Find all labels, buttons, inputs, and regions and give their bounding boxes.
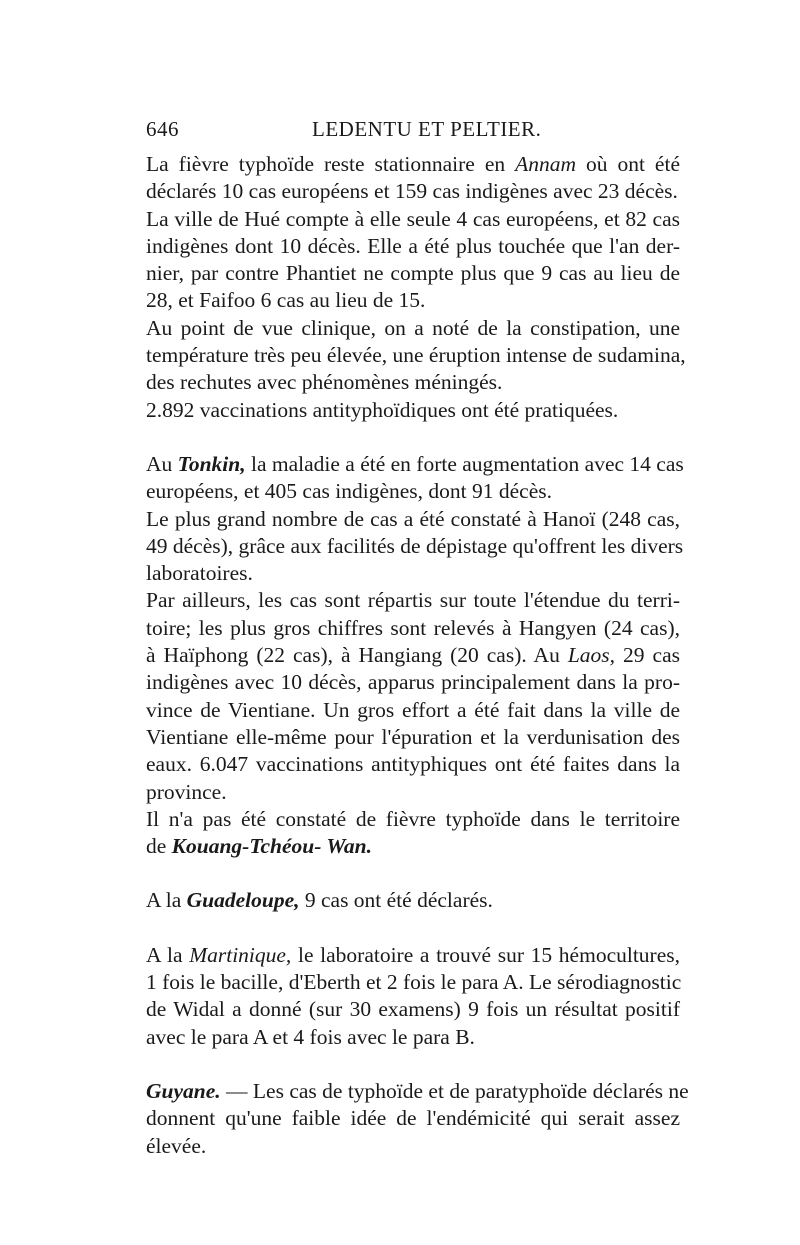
- text-run: indigènes dont 10 décès. Elle a été plus touchée que l'an der-: [146, 233, 680, 258]
- italic-run: Martinique,: [189, 942, 292, 967]
- text-run: La fièvre typhoïde reste stationnaire en: [146, 152, 516, 176]
- text-run: la maladie a été en forte augmentation avec 14 cas: [245, 451, 684, 476]
- text-run: des rechutes avec phénomènes méningés.: [146, 370, 503, 395]
- text-line: [146, 369, 680, 396]
- text-run: donnent qu'une faible idée de l'endémicité qui serait assez: [146, 1106, 680, 1131]
- text-line: [146, 1133, 680, 1160]
- text-line: [146, 451, 684, 478]
- text-run: La ville de Hué compte à elle seule 4 cas européens, et 82 cas: [146, 206, 680, 231]
- italic-run: Annam: [515, 152, 577, 176]
- text-line: [146, 887, 680, 914]
- text-line: [146, 724, 680, 751]
- text-run: européens, et 405 cas indigènes, dont 91 décès.: [146, 479, 552, 504]
- text-run: — Les cas de typhoïde et de paratyphoïde déclarés ne: [220, 1078, 689, 1103]
- text-line: [146, 587, 680, 614]
- paragraph: [146, 942, 680, 1051]
- bold-italic-run: Tonkin,: [177, 451, 246, 476]
- text-run: Au: [146, 451, 178, 476]
- text-line: [146, 315, 680, 342]
- paragraph: [146, 315, 686, 397]
- paragraph: [146, 806, 680, 861]
- text-run: le laboratoire a trouvé sur 15 hémocultures,: [291, 942, 680, 967]
- text-run: à Haïphong (22 cas), à Hangiang (20 cas). Au: [146, 643, 568, 668]
- paragraph: [146, 206, 680, 315]
- text-line: [146, 751, 680, 778]
- text-line: [146, 1024, 680, 1051]
- text-run: de Widal a donné (sur 30 examens) 9 fois un résultat positif: [146, 997, 680, 1022]
- text-run: avec le para A et 4 fois avec le para B.: [146, 1024, 475, 1049]
- text-run: 2.892 vaccinations antityphoïdiques ont été pratiquées.: [146, 397, 619, 422]
- text-run: Le plus grand nombre de cas a été constaté à Hanoï (248 cas,: [146, 506, 680, 531]
- paragraph: [146, 397, 680, 424]
- paragraph: [146, 151, 680, 206]
- text-line: [146, 615, 680, 642]
- text-line: [146, 833, 680, 860]
- text-run: toire; les plus gros chiffres sont relevés à Hangyen (24 cas),: [146, 615, 680, 640]
- text-run: élevée.: [146, 1133, 207, 1158]
- text-line: [146, 942, 680, 969]
- paragraph-gap: [146, 915, 680, 942]
- text-line: [146, 233, 680, 260]
- text-line: [146, 342, 686, 369]
- text-run: déclarés 10 cas européens et 159 cas indigènes avec 23 décès.: [146, 179, 678, 204]
- paragraph-gap: [146, 860, 680, 887]
- paragraph: [146, 451, 684, 506]
- paragraph: [146, 1078, 689, 1160]
- body-text: [146, 151, 689, 1160]
- text-line: [146, 178, 680, 205]
- text-run: Il n'a pas été constaté de fièvre typhoïde dans le territoire: [146, 806, 680, 831]
- bold-italic-run: Kouang-Tchéou- Wan.: [171, 834, 372, 859]
- text-line: [146, 806, 680, 833]
- text-run: de: [146, 834, 172, 859]
- text-line: [146, 260, 680, 287]
- text-run: indigènes avec 10 décès, apparus principalement dans la pro-: [146, 670, 680, 695]
- paragraph: [146, 587, 680, 805]
- text-run: 49 décès), grâce aux facilités de dépistage qu'offrent les divers: [146, 533, 684, 558]
- paragraph: [146, 506, 684, 588]
- paragraph-gap: [146, 424, 680, 451]
- text-line: [146, 533, 684, 560]
- text-line: [146, 1078, 689, 1105]
- text-run: où ont été: [576, 152, 680, 176]
- bold-italic-run: Guyane.: [146, 1078, 221, 1103]
- text-line: [146, 969, 680, 996]
- text-line: [146, 478, 680, 505]
- text-run: Par ailleurs, les cas sont répartis sur toute l'étendue du terri-: [146, 588, 680, 613]
- bold-italic-run: Guadeloupe,: [186, 888, 300, 913]
- text-run: nier, par contre Phantiet ne compte plus que 9 cas au lieu de: [146, 261, 680, 286]
- text-run: province.: [146, 779, 227, 804]
- text-line: [146, 697, 680, 724]
- paragraph-gap: [146, 1051, 680, 1078]
- paragraph: [146, 887, 680, 914]
- text-line: [146, 669, 680, 696]
- italic-run: Laos,: [567, 643, 616, 668]
- text-run: A la: [146, 888, 187, 913]
- page-number: 646: [146, 117, 179, 141]
- text-line: [146, 506, 680, 533]
- text-run: vince de Vientiane. Un gros effort a été fait dans la ville de: [146, 697, 680, 722]
- text-run: Vientiane elle-même pour l'épuration et la verdunisation des: [146, 724, 680, 749]
- text-line: [146, 560, 680, 587]
- page-header: [146, 117, 680, 151]
- text-run: 9 cas ont été déclarés.: [299, 888, 493, 913]
- text-line: [146, 996, 680, 1023]
- text-line: [146, 642, 680, 669]
- text-line: [146, 151, 680, 178]
- text-run: Au point de vue clinique, on a noté de la constipation, une: [146, 315, 680, 340]
- text-run: 1 fois le bacille, d'Eberth et 2 fois le para A. Le sérodiagnostic: [146, 970, 682, 995]
- text-line: [146, 397, 680, 424]
- text-run: A la: [146, 942, 190, 967]
- text-run: température très peu élevée, une éruption intense de sudamina,: [146, 343, 686, 368]
- text-line: [146, 287, 680, 314]
- text-run: laboratoires.: [146, 561, 253, 586]
- text-line: [146, 206, 680, 233]
- text-line: [146, 1105, 680, 1132]
- text-run: eaux. 6.047 vaccinations antityphiques ont été faites dans la: [146, 752, 680, 777]
- running-title: LEDENTU ET PELTIER.: [312, 117, 542, 141]
- text-run: 28, et Faifoo 6 cas au lieu de 15.: [146, 288, 426, 313]
- text-run: 29 cas: [615, 643, 680, 668]
- text-line: [146, 779, 680, 806]
